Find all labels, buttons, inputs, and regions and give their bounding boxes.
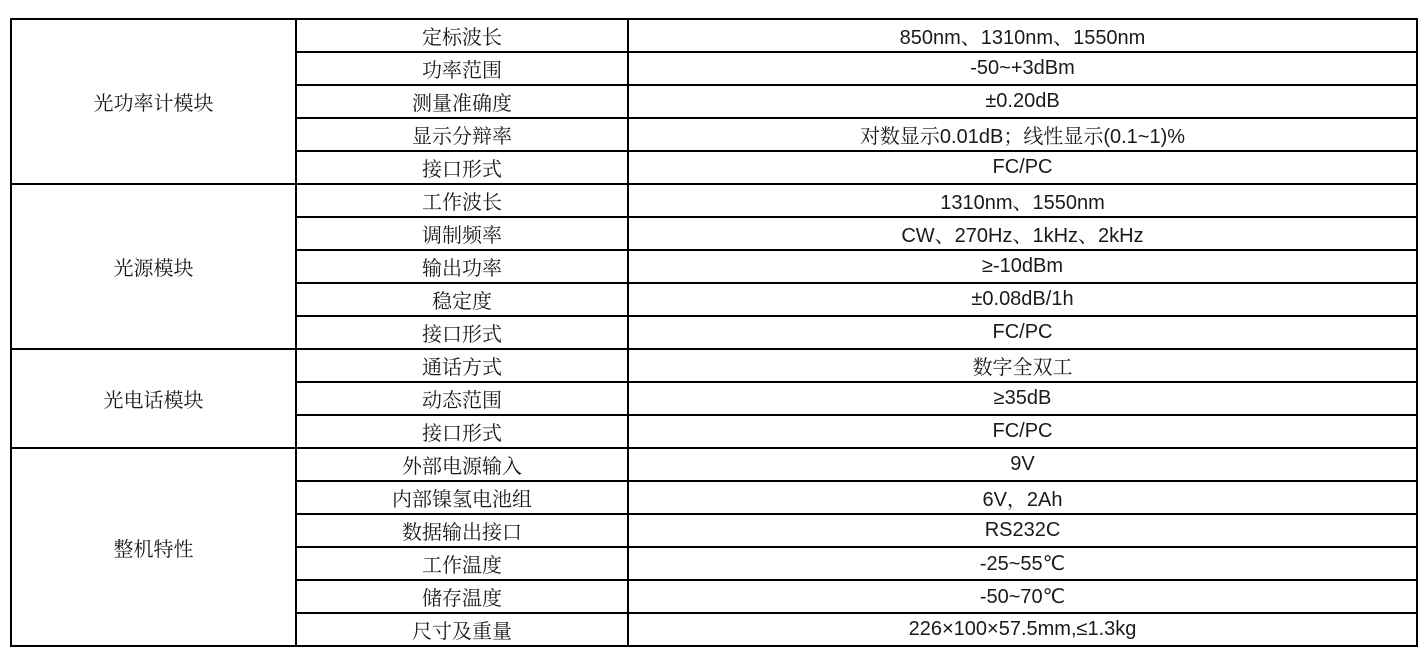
value-cell: ±0.20dB <box>628 85 1417 118</box>
value-cell: CW、270Hz、1kHz、2kHz <box>628 217 1417 250</box>
param-cell: 功率范围 <box>296 52 628 85</box>
module-cell: 光电话模块 <box>11 349 296 448</box>
value-cell: 850nm、1310nm、1550nm <box>628 19 1417 52</box>
param-cell: 通话方式 <box>296 349 628 382</box>
param-cell: 显示分辩率 <box>296 118 628 151</box>
value-cell: ≥35dB <box>628 382 1417 415</box>
param-cell: 内部镍氢电池组 <box>296 481 628 514</box>
value-cell: FC/PC <box>628 316 1417 349</box>
param-cell: 接口形式 <box>296 415 628 448</box>
value-cell: 数字全双工 <box>628 349 1417 382</box>
param-cell: 动态范围 <box>296 382 628 415</box>
param-cell: 稳定度 <box>296 283 628 316</box>
param-cell: 外部电源输入 <box>296 448 628 481</box>
spec-table <box>10 18 1418 647</box>
param-cell: 输出功率 <box>296 250 628 283</box>
module-cell: 整机特性 <box>11 448 296 646</box>
param-cell: 工作波长 <box>296 184 628 217</box>
table-row <box>11 349 1417 382</box>
value-cell: 1310nm、1550nm <box>628 184 1417 217</box>
param-cell: 定标波长 <box>296 19 628 52</box>
value-cell: ≥-10dBm <box>628 250 1417 283</box>
value-cell: 226×100×57.5mm,≤1.3kg <box>628 613 1417 646</box>
param-cell: 储存温度 <box>296 580 628 613</box>
param-cell: 尺寸及重量 <box>296 613 628 646</box>
value-cell: RS232C <box>628 514 1417 547</box>
param-cell: 测量准确度 <box>296 85 628 118</box>
param-cell: 调制频率 <box>296 217 628 250</box>
module-cell: 光功率计模块 <box>11 19 296 184</box>
param-cell: 接口形式 <box>296 316 628 349</box>
value-cell: FC/PC <box>628 415 1417 448</box>
table-row <box>11 448 1417 481</box>
value-cell: -25~55℃ <box>628 547 1417 580</box>
value-cell: 9V <box>628 448 1417 481</box>
value-cell: 6V，2Ah <box>628 481 1417 514</box>
param-cell: 接口形式 <box>296 151 628 184</box>
table-row <box>11 184 1417 217</box>
table-row <box>11 19 1417 52</box>
module-cell: 光源模块 <box>11 184 296 349</box>
value-cell: FC/PC <box>628 151 1417 184</box>
param-cell: 数据输出接口 <box>296 514 628 547</box>
value-cell: -50~70℃ <box>628 580 1417 613</box>
param-cell: 工作温度 <box>296 547 628 580</box>
value-cell: ±0.08dB/1h <box>628 283 1417 316</box>
value-cell: 对数显示0.01dB；线性显示(0.1~1)% <box>628 118 1417 151</box>
value-cell: -50~+3dBm <box>628 52 1417 85</box>
